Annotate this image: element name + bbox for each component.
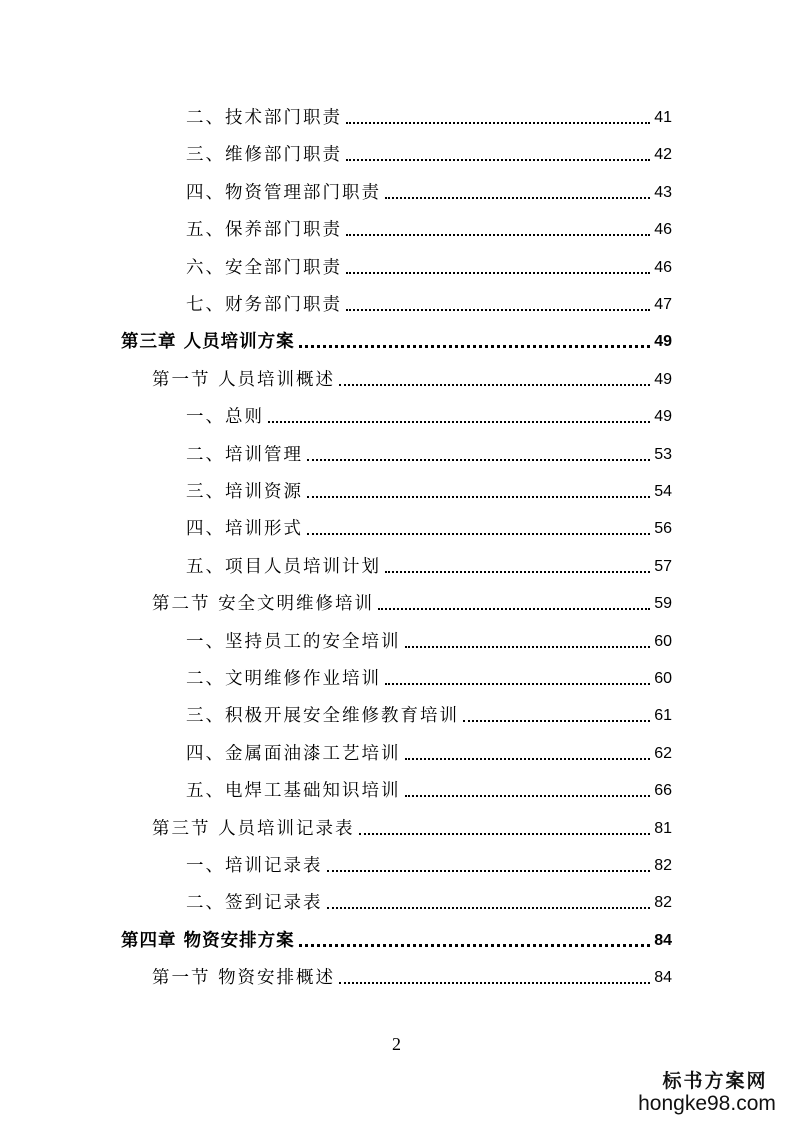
- toc-entry-label: 一、坚持员工的安全培训: [186, 631, 401, 652]
- toc-entry-label: 第一节 物资安排概述: [152, 968, 336, 989]
- toc-dot-leader: [346, 272, 650, 274]
- toc-dot-leader: [327, 870, 651, 872]
- toc-section-entry[interactable]: [152, 960, 672, 988]
- toc-entry-label: 四、物资管理部门职责: [186, 182, 381, 203]
- toc-item-entry[interactable]: [186, 773, 672, 801]
- toc-entry-label: 第四章 物资安排方案: [121, 930, 295, 951]
- toc-dot-leader: [405, 795, 651, 797]
- toc-entry-page: 53: [654, 445, 672, 463]
- toc-entry-page: 49: [654, 370, 672, 388]
- toc-entry-page: 46: [654, 258, 672, 276]
- toc-dot-leader: [346, 309, 650, 311]
- toc-entry-label: 第二节 安全文明维修培训: [152, 594, 375, 615]
- toc-item-entry[interactable]: [186, 885, 672, 913]
- toc-dot-leader: [299, 345, 651, 348]
- toc-dot-leader: [463, 720, 650, 722]
- toc-entry-label: 四、培训形式: [186, 519, 303, 540]
- toc-entry-page: 81: [654, 819, 672, 837]
- toc-entry-label: 三、培训资源: [186, 482, 303, 502]
- toc-item-entry[interactable]: [186, 287, 672, 315]
- toc-item-entry[interactable]: [186, 100, 672, 128]
- toc-entry-label: 五、保养部门职责: [186, 220, 342, 241]
- toc-entry-page: 46: [654, 221, 672, 239]
- toc-entry-label: 六、安全部门职责: [186, 257, 342, 278]
- toc-dot-leader: [405, 646, 651, 648]
- toc-item-entry[interactable]: [186, 511, 672, 539]
- toc-chapter-entry[interactable]: [121, 923, 672, 951]
- toc-entry-label: 二、文明维修作业培训: [186, 669, 381, 689]
- toc-entry-page: 41: [654, 109, 672, 126]
- toc-entry-label: 第一节 人员培训概述: [152, 369, 336, 390]
- toc-entry-label: 三、积极开展安全维修教育培训: [186, 706, 459, 727]
- toc-item-entry[interactable]: [186, 437, 672, 465]
- toc-dot-leader: [385, 683, 650, 685]
- toc-dot-leader: [307, 496, 650, 498]
- toc-entry-page: 60: [654, 632, 672, 650]
- toc-entry-page: 56: [654, 520, 672, 538]
- toc-item-entry[interactable]: [186, 549, 672, 577]
- toc-entry-label: 七、财务部门职责: [186, 295, 342, 315]
- toc-entry-label: 四、金属面油漆工艺培训: [186, 743, 401, 764]
- toc-entry-page: 42: [654, 146, 672, 164]
- toc-dot-leader: [378, 608, 650, 610]
- watermark-title: 标书方案网: [662, 1070, 768, 1092]
- toc-dot-leader: [346, 234, 650, 236]
- toc-entry-label: 二、签到记录表: [186, 893, 323, 914]
- toc-dot-leader: [385, 571, 650, 573]
- toc-item-entry[interactable]: [186, 698, 672, 726]
- toc-entry-label: 第三章 人员培训方案: [121, 332, 295, 353]
- watermark-url[interactable]: hongke98.com: [638, 1092, 776, 1115]
- toc-entry-page: 54: [654, 483, 672, 500]
- toc-entry-page: 84: [654, 969, 672, 987]
- site-watermark: [640, 1070, 790, 1116]
- toc-dot-leader: [327, 907, 651, 909]
- toc-dot-leader: [307, 533, 650, 535]
- toc-entry-page: 66: [654, 782, 672, 800]
- toc-entry-page: 49: [654, 333, 672, 351]
- toc-entry-label: 三、维修部门职责: [186, 145, 342, 166]
- toc-entry-page: 60: [654, 670, 672, 687]
- toc-dot-leader: [299, 944, 651, 947]
- toc-entry-label: 一、总则: [186, 407, 264, 428]
- toc-chapter-entry[interactable]: [121, 324, 672, 352]
- toc-entry-page: 49: [654, 408, 672, 426]
- toc-entry-page: 82: [654, 894, 672, 912]
- toc-item-entry[interactable]: [186, 848, 672, 876]
- toc-entry-label: 五、电焊工基础知识培训: [186, 781, 401, 802]
- toc-section-entry[interactable]: [152, 586, 672, 614]
- toc-item-entry[interactable]: [186, 175, 672, 203]
- toc-item-entry[interactable]: [186, 736, 672, 764]
- toc-entry-page: 84: [654, 931, 672, 949]
- toc-dot-leader: [339, 982, 650, 984]
- toc-entry-page: 62: [654, 744, 672, 762]
- toc-dot-leader: [359, 833, 651, 835]
- toc-entry-page: 61: [654, 707, 672, 725]
- toc-entry-label: 第三节 人员培训记录表: [152, 818, 355, 839]
- toc-entry-page: 47: [654, 296, 672, 313]
- toc-item-entry[interactable]: [186, 399, 672, 427]
- page-number: 2: [392, 1034, 401, 1054]
- toc-item-entry[interactable]: [186, 250, 672, 278]
- toc-section-entry[interactable]: [152, 362, 672, 390]
- toc-entry-page: 82: [654, 857, 672, 874]
- toc-item-entry[interactable]: [186, 474, 672, 502]
- toc-entry-label: 二、培训管理: [186, 444, 303, 465]
- toc-entry-page: 43: [654, 183, 672, 201]
- toc-dot-leader: [385, 197, 650, 199]
- toc-item-entry[interactable]: [186, 661, 672, 689]
- toc-item-entry[interactable]: [186, 624, 672, 652]
- toc-dot-leader: [268, 421, 650, 423]
- toc-item-entry[interactable]: [186, 212, 672, 240]
- toc-entry-page: 59: [654, 595, 672, 613]
- toc-entry-label: 二、技术部门职责: [186, 108, 342, 128]
- toc-section-entry[interactable]: [152, 811, 672, 839]
- toc-dot-leader: [339, 384, 650, 386]
- toc-dot-leader: [346, 122, 650, 124]
- toc-dot-leader: [346, 159, 650, 161]
- toc-entry-page: 57: [654, 557, 672, 575]
- toc-entry-label: 五、项目人员培训计划: [186, 556, 381, 577]
- toc-dot-leader: [307, 459, 650, 461]
- toc-dot-leader: [405, 758, 651, 760]
- toc-entry-label: 一、培训记录表: [186, 856, 323, 876]
- toc-item-entry[interactable]: [186, 137, 672, 165]
